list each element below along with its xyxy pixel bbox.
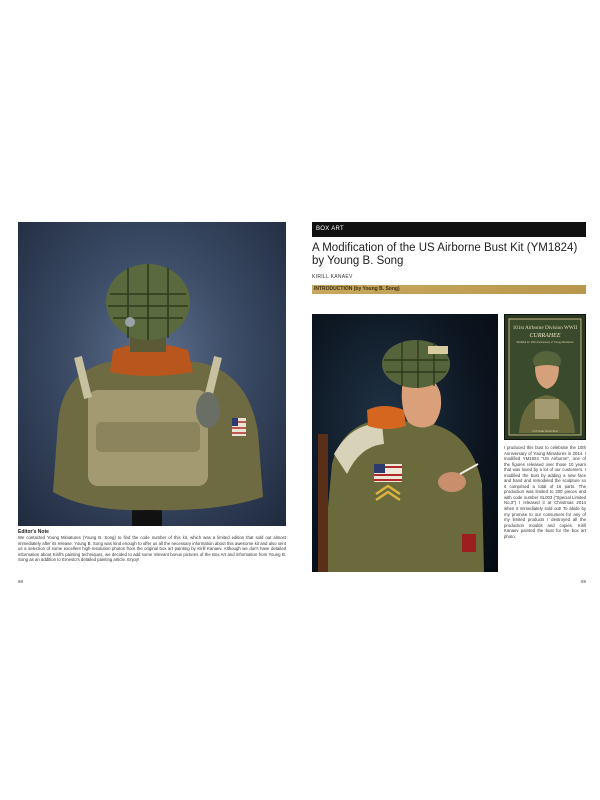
article-title: A Modification of the US Airborne Bust Kit (YM1824) by Young B. Song [312,242,578,267]
backpack-pocket [96,422,200,452]
scarf [367,406,406,429]
page-number-left: 68 [18,579,24,584]
editor-note-body: We contacted Young Miniatures (Young B. Song) to find the code number of this kit, which was a limited edition that sold out almost immediately after its release. Young B. Song was kind enough to offer us all the necessary information about this awesome kit and also sent us a selection of some excellent high-resolution photos from the original box art painting by Kirill Kanaev. Although we don't have detailed information about Kirill's painting techniques, we decided to add some relevant bonus pictures of the Box Art and information from Young B. Song as an addition to Ernesto's detailed painting article. Enjoy! [18,535,286,563]
bust-side-illustration [312,314,498,572]
box-art-line: Modified for 10th Anniversary of Young Miniatures [516,341,574,344]
left-page [18,222,286,592]
editor-note-title: Editor's Note [18,529,49,535]
right-page [312,222,586,592]
box-art-code: 1/10 Scale Resin Bust [532,430,558,433]
bust-back-photo [18,222,286,526]
hand [438,472,466,492]
article-body: I produced this bust to celebrate the 10th Anniversary of Young Miniatures in 2014. I modified YM1824 "US Airborne", one of the figures released over those 10 years that was loved by a lot of our customers. I modified the bust by adding a new face and hand and remodeled the sculpture so it comprised a total of 16 parts. The production was limited to 200 pieces and with code number SL003 ("Special Limited No.3") I released it at Christmas 2014 when it immediately sold out! To abide by my promise to our consumers for any of my limited products I destroyed all the production moulds and copies. Kirill Kanaev painted the bust for the box art photo. [504,445,586,539]
box-art-photo [504,314,586,440]
section-label: BOX ART [312,222,586,237]
page-number-right: 69 [580,579,586,584]
rifle [318,434,328,572]
box-art-subtitle: CURRAHEE [529,333,561,339]
author-name: KIRILL KANAEV [312,274,353,280]
box-art-title: 101st Airborne Division WWII [512,325,578,331]
intro-label: INTRODUCTION (by Young B. Song) [312,285,586,294]
bust-back-illustration [18,222,286,526]
canteen [196,392,220,428]
bust-side-photo [312,314,498,572]
box-art-illustration [505,315,585,439]
